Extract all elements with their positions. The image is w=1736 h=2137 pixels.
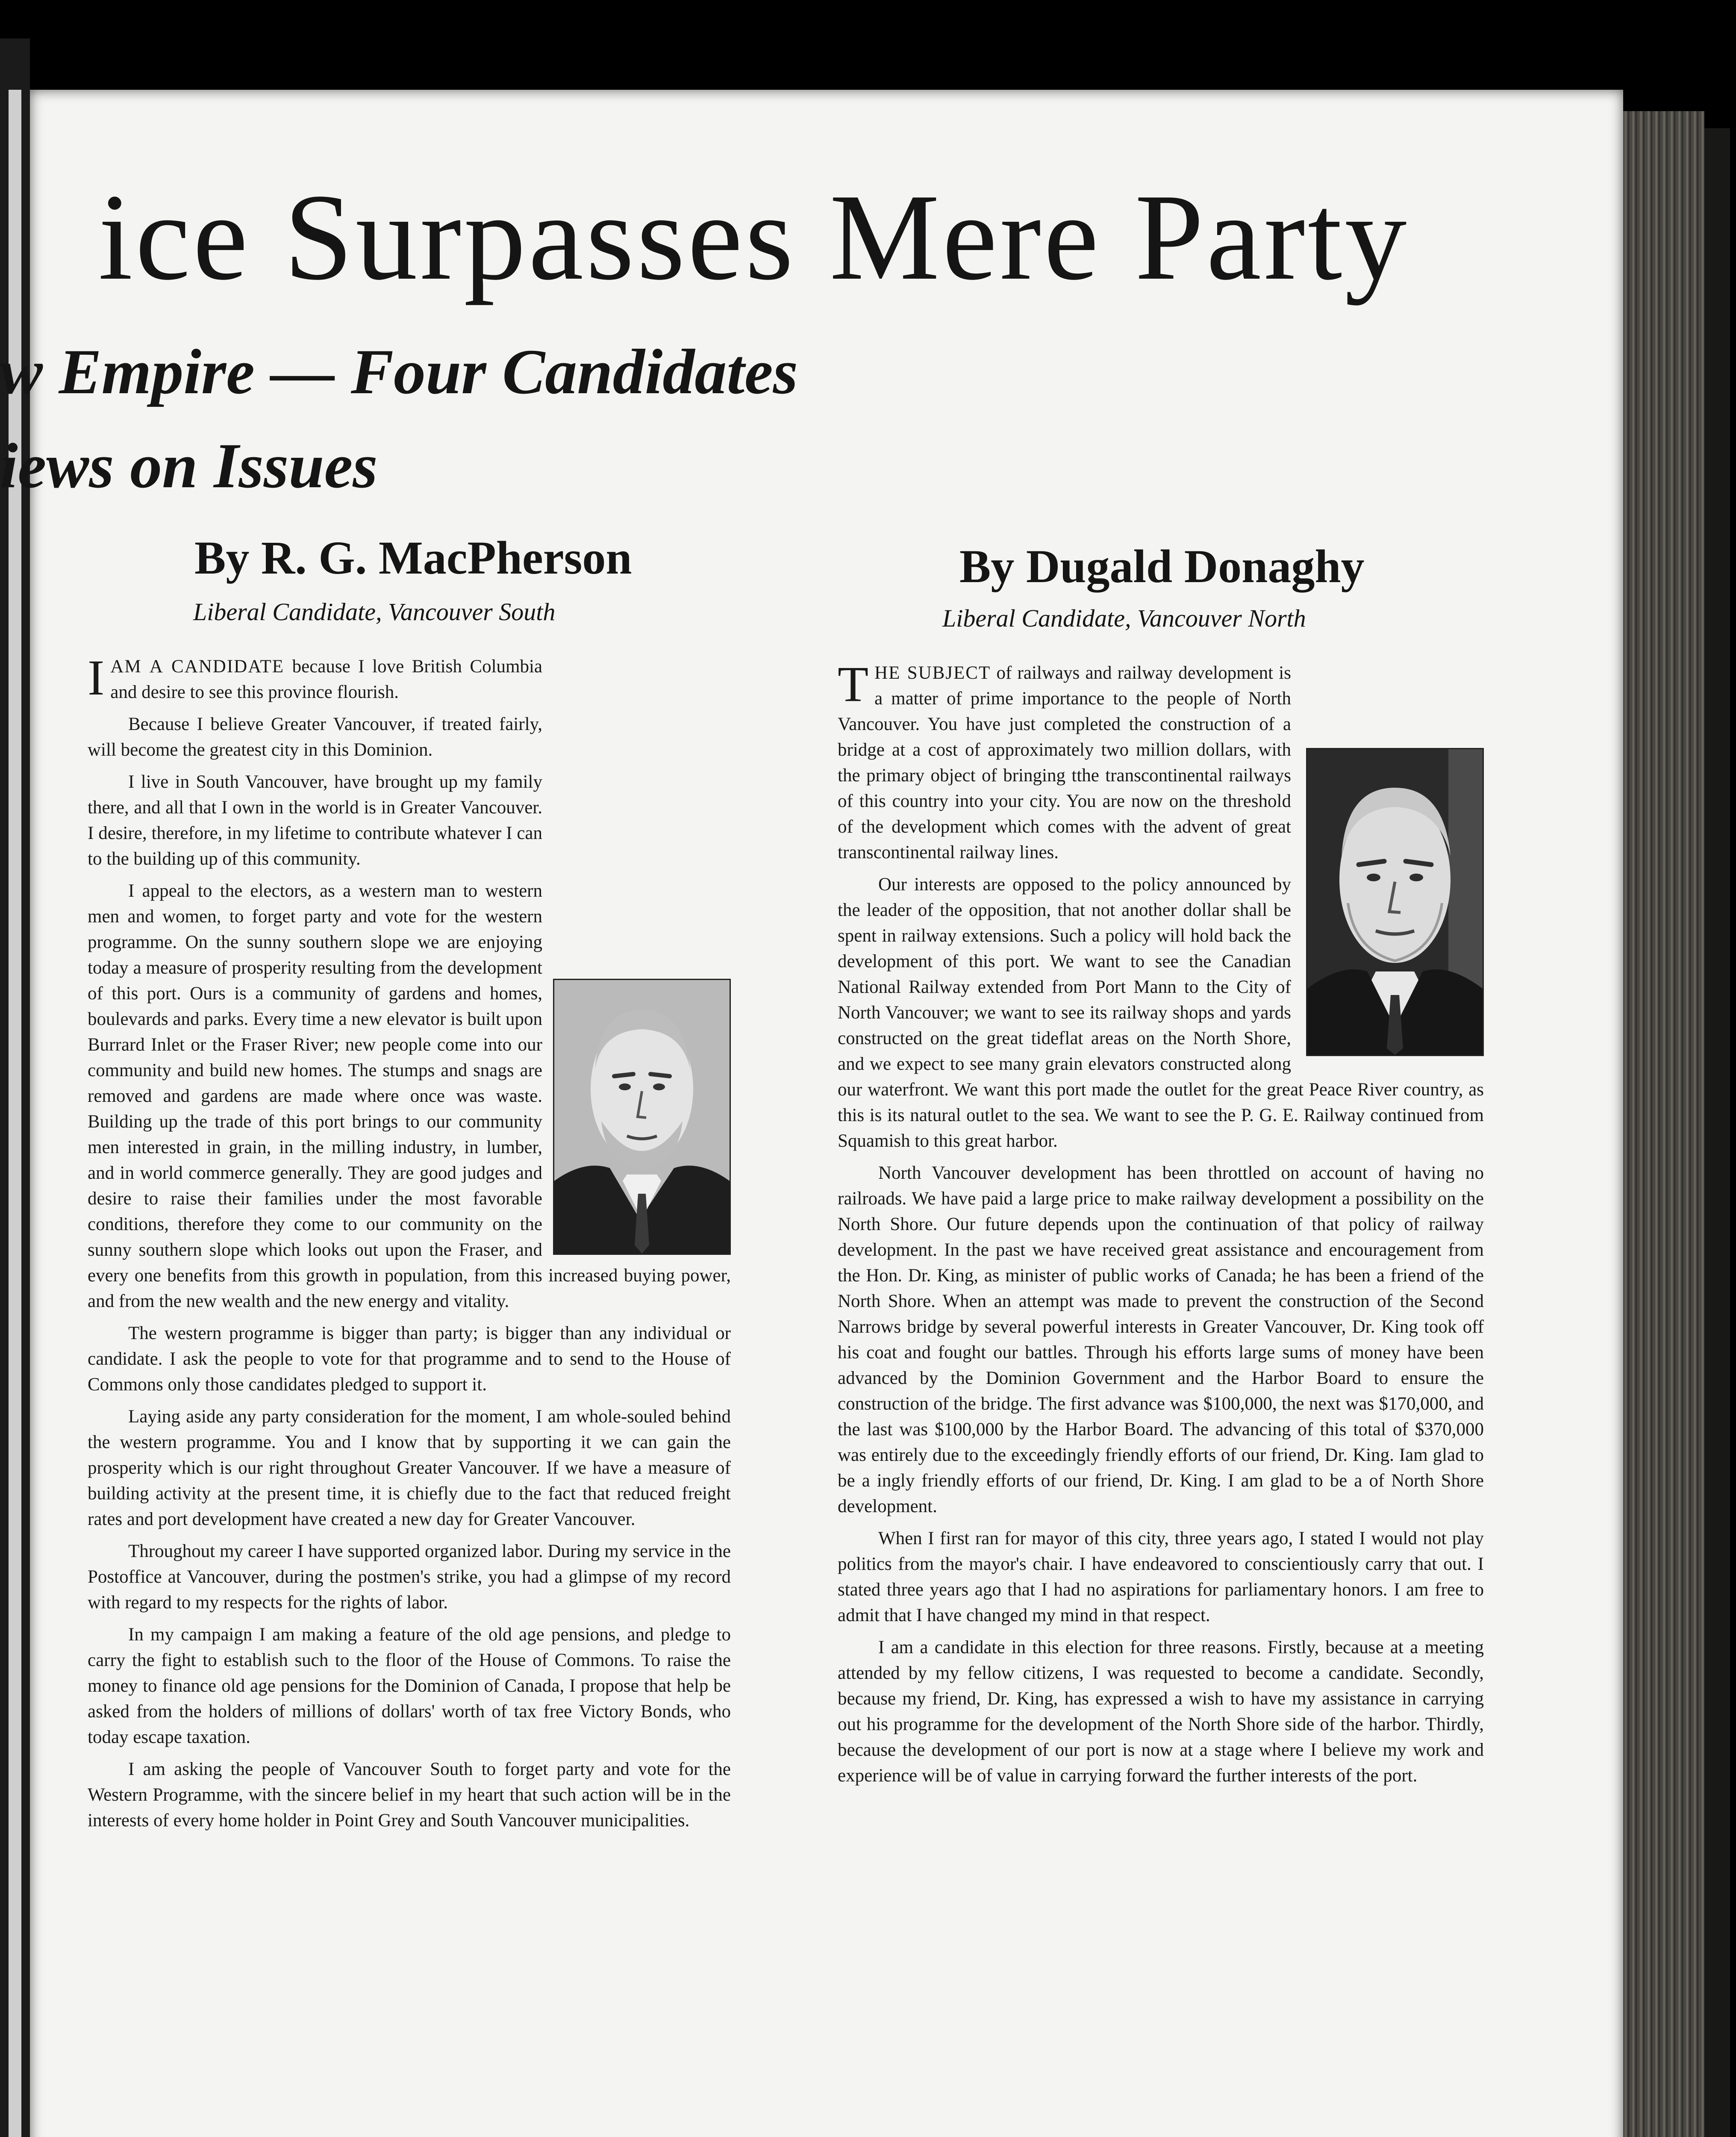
left-paragraph-1: because I love British Columbia and desire to see this province flourish. <box>110 656 542 702</box>
book-cover-edge <box>1704 128 1730 2137</box>
right-article-body <box>838 656 1484 1795</box>
page-stack-edges <box>1623 111 1704 2137</box>
macpherson-portrait <box>553 979 731 1255</box>
left-lead-caps: AM A CANDIDATE <box>110 656 285 677</box>
right-paragraph-2: Our interests are opposed to the policy announced by the leader of the opposition, that not another dollar shall be spent in railway extensions. Such a policy will hold back the development of this port. We want to see the Canadian National Railway extended from Port Mann to the City of North Vancouver; we want to see its railway shops and yards constructed on the great tideflat areas on the North Shore, and we expect to see many grain elevators constructed along our waterfront. We want this port made the outlet for the great Peace River country, as this is its natural outlet to the sea. We want to see the P. G. E. Railway continued from Squamish to this great harbor. <box>838 874 1484 1151</box>
left-candidate-role: Liberal Candidate, Vancouver South <box>193 598 556 626</box>
subheadline-line-2: iews on Issues <box>0 430 378 501</box>
left-paragraph-9: I am asking the people of Vancouver South to forget party and vote for the Western Programme, with the sincere belief in my heart that such action will be in the interests of every home holder in Point Grey and South Vancouver municipalities. <box>88 1759 731 1831</box>
left-paragraph-3: I live in South Vancouver, have brought up my family there, and all that I own in the world is in Greater Vancouver. I desire, therefore, in my lifetime to contribute whatever I can to the building up of this community. <box>88 772 542 869</box>
right-dropcap: T <box>838 656 869 712</box>
left-paragraph-4: I appeal to the electors, as a western man to western men and women, to forget party and vote for the western programme. On the sunny southern slope we are enjoying today a measure of prosperity resulting from the development of this port. Ours is a community of gardens and homes, boulevards and parks. Every time a new elevator is built upon Burrard Inlet or the Fraser River; new people come into our community and build new homes. The stumps and snags are removed and gardens are made where once was waste. Building up the trade of this port brings to our community men interested in grain, in the milling industry, in lumber, and in world commerce generally. They are good judges and desire to raise their families under the most favorable conditions, therefore they come to our community on the sunny southern slope which looks out upon the Fraser, and every one benefits from this growth in population, from this increased buying power, and from the new wealth and the new energy and vitality. <box>88 881 731 1311</box>
right-lead-caps: HE SUBJECT <box>874 663 991 683</box>
portrait-image <box>1307 749 1483 1055</box>
right-paragraph-5: I am a candidate in this election for three reasons. Firstly, because at a meeting attended by my fellow citizens, I was requested to become a candidate. Secondly, because my friend, Dr. King, has expressed a wish to have my assistance in carrying out his programme for the development of the North Shore side of the harbor. Thirdly, because the development of our port is now at a stage where I believe my work and experience will be of value in carrying forward the further interests of the port. <box>838 1637 1484 1786</box>
right-paragraph-4: When I first ran for mayor of this city, three years ago, I stated I would not play politics from the mayor's chair. I have endeavored to conscientiously carry that out. I stated three years ago that I had no aspirations for parliamentary honors. I am free to admit that I have changed my mind in that respect. <box>838 1528 1484 1625</box>
right-paragraph-3: North Vancouver development has been throttled on account of having no railroads. We have paid a large price to make railway development a possibility on the North Shore. Our future depends upon the continuation of that policy of railway development. In the past we have received great assistance and encouragement from the Hon. Dr. King, as minister of public works of Canada; he has been a friend of the North Shore. When an attempt was made to prevent the construction of the Second Narrows bridge by several powerful interests in Greater Vancouver, Dr. King took off his coat and fought our battles. Through his efforts large sums of money have been advanced by the Dominion Government and the Harbor Board to ensure the construction of the bridge. The first advance was $100,000, the next was $170,000, and the last was $100,000 by the Harbor Board. The advancing of this total of $370,000 was entirely due to the exceedingly friendly efforts of our friend, Dr. King. Iam glad to be a ingly friendly efforts of our friend, Dr. King. I am glad to be a of North Shore development. <box>838 1163 1484 1516</box>
left-byline: By R. G. MacPherson <box>194 532 632 584</box>
right-paragraph-1: of railways and railway development is a matter of prime importance to the people of North Vancouver. You have just completed the construction of a bridge at a cost of approximately two million dollars, with the primary object of bringing tthe transcontinental railways of this country into your city. You are now on the threshold of the development which comes with the advent of great transcontinental railway lines. <box>838 663 1291 862</box>
left-paragraph-6: Laying aside any party consideration for the moment, I am whole-souled behind the western programme. You and I know that by supporting it we can gain the prosperity which is our right throughout Greater Vancouver. If we have a measure of building activity at the present time, it is chiefly due to the fact that reduced freight rates and port development have created a new day for Greater Vancouver. <box>88 1407 731 1529</box>
left-paragraph-5: The western programme is bigger than party; is bigger than any individual or candidate. I ask the people to vote for that programme and to send to the House of Commons only those candidates pledged to support it. <box>88 1323 731 1395</box>
right-candidate-role: Liberal Candidate, Vancouver North <box>942 604 1306 632</box>
subheadline-line-1: w Empire — Four Candidates <box>0 336 798 407</box>
left-paragraph-8: In my campaign I am making a feature of the old age pensions, and pledge to carry the fight to establish such to the floor of the House of Commons. To raise the money to finance old age pensions for the Dominion of Canada, I propose that help be asked from the holders of millions of dollars' worth of tax free Victory Bonds, who today escape taxation. <box>88 1625 731 1747</box>
portrait-image <box>554 980 730 1254</box>
left-paragraph-7: Throughout my career I have supported organized labor. During my service in the Postoffice at Vancouver, during the postmen's strike, you had a glimpse of my record with regard to my respects for the rights of labor. <box>88 1541 731 1613</box>
left-paragraph-2: Because I believe Greater Vancouver, if treated fairly, will become the greatest city in this Dominion. <box>88 714 542 760</box>
left-article-body <box>88 650 731 1840</box>
donaghy-portrait <box>1306 748 1484 1056</box>
left-dropcap: I <box>88 650 105 706</box>
right-byline: By Dugald Donaghy <box>959 540 1365 592</box>
headline: ice Surpasses Mere Party <box>98 168 1409 306</box>
